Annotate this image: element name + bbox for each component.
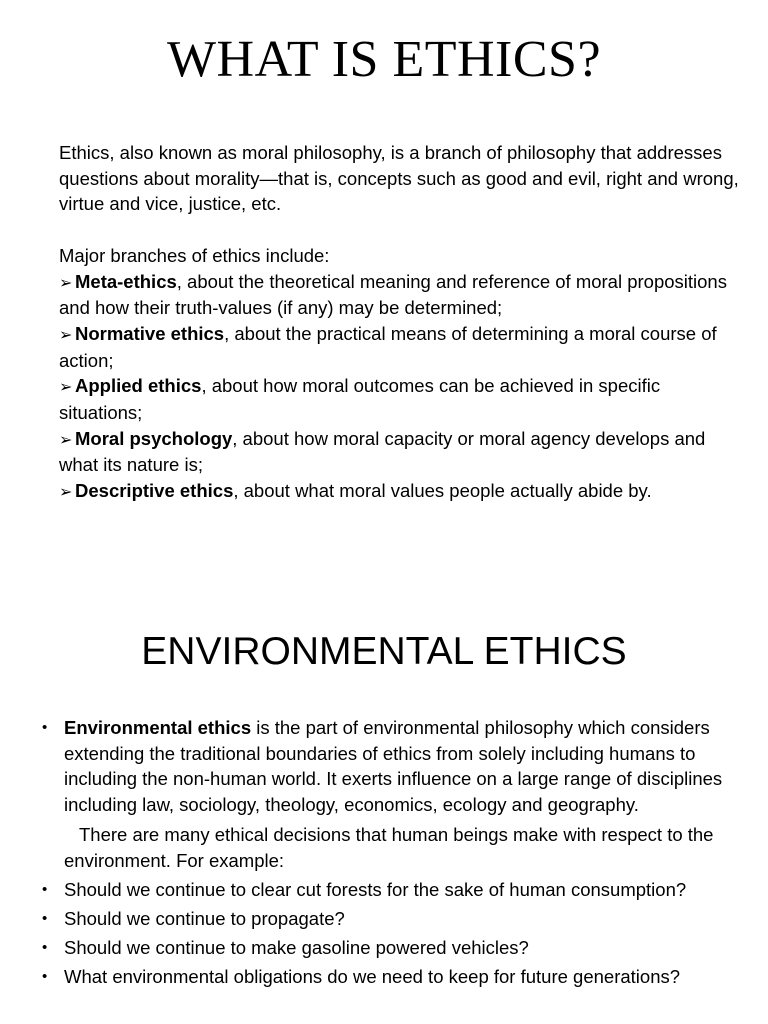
definition-text: is the part of environmental philosophy which considers extending the traditional boundaries of ethics from solely including humans to including the non-human world. It exerts influence on a large range of disciplines including law, sociology, theology, economics, ecology and geography. [64, 717, 723, 815]
branches-heading: Major branches of ethics include: [59, 244, 330, 266]
bullet-icon: • [42, 880, 48, 898]
branch-description: , about what moral values people actually abide by. [233, 480, 652, 502]
branch-term: Descriptive ethics [75, 480, 234, 502]
branch-item [59, 478, 739, 505]
branch-item [59, 269, 739, 321]
question-item [40, 935, 740, 961]
intro-paragraph: Ethics, also known as moral philosophy, is a branch of philosophy that addresses questions about morality—that is, concepts such as good and evil, right and wrong, virtue and vice, justice, etc. [59, 142, 739, 215]
branch-description: , about how moral outcomes can be achieved in specific situations; [59, 375, 661, 424]
slide-environmental-ethics [0, 560, 768, 1024]
bullet-icon: • [42, 719, 48, 736]
arrow-bullet-icon: ➢ [59, 482, 73, 502]
slide-body [59, 140, 739, 505]
definition-term: Environmental ethics [64, 717, 252, 738]
branch-item [59, 426, 739, 478]
branch-item [59, 373, 739, 425]
arrow-bullet-icon: ➢ [59, 429, 73, 449]
branch-term: Moral psychology [75, 427, 233, 449]
branch-description: , about the theoretical meaning and reference of moral propositions and how their truth-values (if any) may be determined; [59, 270, 727, 319]
examples-intro: There are many ethical decisions that human beings make with respect to the environment. For example: [64, 824, 714, 871]
branch-term: Normative ethics [75, 322, 225, 344]
branch-description: , about how moral capacity or moral agency develops and what its nature is; [59, 427, 706, 476]
branch-term: Meta-ethics [75, 270, 177, 292]
bullet-icon: • [42, 909, 48, 927]
slide-body [40, 715, 740, 993]
arrow-bullet-icon: ➢ [59, 377, 73, 397]
bullet-icon: • [42, 968, 48, 986]
arrow-bullet-icon: ➢ [59, 272, 73, 292]
question-text: Should we continue to clear cut forests for the sake of human consumption? [64, 878, 687, 900]
question-item [40, 906, 740, 932]
branch-description: , about the practical means of determining a moral course of action; [59, 322, 717, 371]
question-text: What environmental obligations do we need to keep for future generations? [64, 966, 681, 988]
definition-bullet [40, 715, 740, 817]
question-item [40, 877, 740, 903]
slide-title: WHAT IS ETHICS? [166, 31, 602, 88]
bullet-icon: • [42, 938, 48, 956]
slide-title: ENVIRONMENTAL ETHICS [141, 630, 627, 673]
branch-term: Applied ethics [75, 375, 202, 397]
question-text: Should we continue to propagate? [64, 907, 345, 929]
paragraph-spacer [59, 217, 739, 243]
arrow-bullet-icon: ➢ [59, 324, 73, 344]
branch-item [59, 321, 739, 373]
question-text: Should we continue to make gasoline powered vehicles? [64, 936, 529, 958]
question-item [40, 964, 740, 990]
